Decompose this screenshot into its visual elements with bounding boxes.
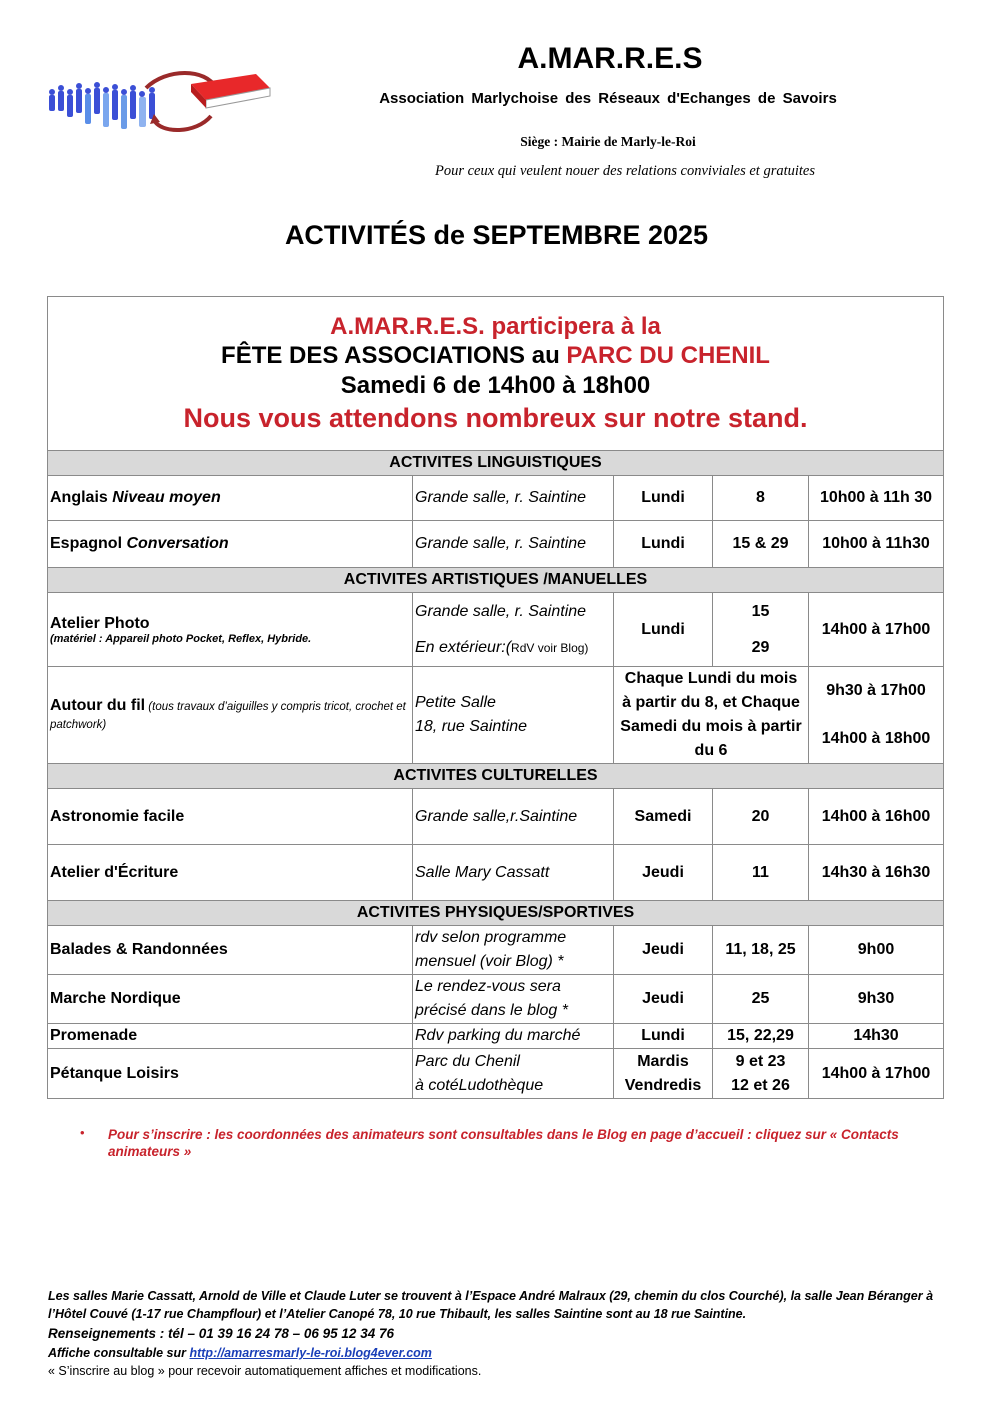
page-title: ACTIVITÉS de SEPTEMBRE 2025 <box>284 220 709 250</box>
activity-title: Autour du fil <box>50 697 146 714</box>
activity-name: Astronomie facile <box>48 789 413 845</box>
event-line-2-text: FÊTE DES ASSOCIATIONS au <box>221 342 567 369</box>
activity-time: 10h00 à 11h30 <box>809 521 944 568</box>
event-banner <box>48 297 944 451</box>
footer-renseignements: Renseignements : tél – 01 39 16 24 78 – 06 95 12 34 76 <box>48 1326 394 1341</box>
activity-place-1: Petite Salle <box>415 694 496 711</box>
activity-place-2 <box>415 636 611 660</box>
activity-day: Lundi <box>614 1024 713 1049</box>
activity-place: Salle Mary Cassatt <box>413 845 614 901</box>
association-logo <box>46 68 276 140</box>
activity-name <box>48 476 413 521</box>
activity-day-1: Mardis <box>637 1052 689 1070</box>
table-row <box>48 975 944 1024</box>
activity-date-1: 15 <box>751 602 770 620</box>
event-line-2 <box>50 341 941 371</box>
association-title: A.MAR.R.E.S <box>517 42 703 75</box>
activity-place-2: 18, rue Saintine <box>415 718 528 735</box>
event-location: PARC DU CHENIL <box>566 342 770 369</box>
footer-blog: « S’inscrire au blog » pour recevoir automatiquement affiches et modifications. <box>48 1364 482 1378</box>
category-linguistiques: ACTIVITES LINGUISTIQUES <box>48 451 944 476</box>
activity-time <box>809 667 944 764</box>
activity-time: 9h00 <box>809 926 944 975</box>
activity-time: 14h30 <box>809 1024 944 1049</box>
table-row <box>48 1049 944 1099</box>
activity-date <box>713 1049 809 1099</box>
event-line-1: A.MAR.R.E.S. participera à la <box>330 313 661 340</box>
activity-time: 14h00 à 17h00 <box>809 1049 944 1099</box>
activity-place-2: à cotéLudothèque <box>415 1076 544 1094</box>
table-row <box>48 476 944 521</box>
activities-table <box>47 296 944 1099</box>
category-physiques: ACTIVITES PHYSIQUES/SPORTIVES <box>48 901 944 926</box>
category-header <box>48 901 944 926</box>
activity-place-2-note: RdV voir Blog) <box>511 640 589 655</box>
activity-level: Niveau moyen <box>112 489 221 506</box>
activity-place-2: mensuel (voir Blog) * <box>415 953 564 970</box>
activity-place <box>413 1049 614 1099</box>
activity-name: Promenade <box>48 1024 413 1049</box>
table-row <box>48 1024 944 1049</box>
event-date: Samedi 6 de 14h00 à 18h00 <box>340 372 651 399</box>
activity-day: Jeudi <box>614 975 713 1024</box>
activity-date-2: 12 et 26 <box>731 1076 790 1094</box>
table-row <box>48 521 944 568</box>
table-row <box>48 789 944 845</box>
activity-place-1: rdv selon programme <box>415 929 567 946</box>
activity-date: 25 <box>713 975 809 1024</box>
activity-name: Atelier d'Écriture <box>48 845 413 901</box>
footer-affiche <box>48 1344 948 1362</box>
activity-place: Grande salle,r.Saintine <box>413 789 614 845</box>
activity-day: Lundi <box>614 593 713 667</box>
activity-day: Jeudi <box>614 926 713 975</box>
activity-title: Atelier Photo <box>50 614 150 632</box>
table-row <box>48 845 944 901</box>
table-row <box>48 667 944 764</box>
activity-place <box>413 593 614 667</box>
table-row <box>48 593 944 667</box>
association-siege: Siège : Mairie de Marly-le-Roi <box>520 134 696 149</box>
activity-date-1: 9 et 23 <box>735 1052 786 1070</box>
category-header <box>48 764 944 789</box>
activity-day: Samedi <box>614 789 713 845</box>
activity-date: 8 <box>713 476 809 521</box>
association-subtitle: Association Marlychoise des Réseaux d'Echanges de Savoirs <box>379 90 837 107</box>
footer-salles: Les salles Marie Cassatt, Arnold de Ville et Claude Luter se trouvent à l’Espace André Malraux (29, chemin du clos Courché), la salle Jean Béranger à l’Hôtel Couvé (1-17 rue Champflour) et l’Atelier Canopé 78, 10 rue Thibault, les salles Saintine sont au 18 rue Saintine. <box>48 1289 934 1321</box>
activity-time-2: 14h00 à 18h00 <box>821 730 931 747</box>
category-header <box>48 451 944 476</box>
association-slogan: Pour ceux qui veulent nouer des relations conviviales et gratuites <box>435 163 815 179</box>
activity-name: Pétanque Loisirs <box>48 1049 413 1099</box>
activity-date-2: 29 <box>751 638 770 656</box>
category-artistiques: ACTIVITES ARTISTIQUES /MANUELLES <box>48 568 944 593</box>
table-row <box>48 926 944 975</box>
category-header <box>48 568 944 593</box>
activity-place-1: Grande salle, r. Saintine <box>415 602 587 620</box>
event-invite: Nous vous attendons nombreux sur notre stand. <box>183 403 808 433</box>
activity-place-1: Parc du Chenil <box>415 1052 520 1070</box>
activity-note: (tous travaux d’aiguilles y compris tricot, crochet et patchwork) <box>50 701 406 731</box>
activity-name <box>48 521 413 568</box>
activity-place-1: Le rendez-vous sera <box>415 978 561 995</box>
activity-place <box>413 926 614 975</box>
activity-date <box>713 593 809 667</box>
activity-note: (matériel : Appareil photo Pocket, Reflex, Hybride. <box>50 632 312 645</box>
activity-date: 11 <box>713 845 809 901</box>
activity-day: Jeudi <box>614 845 713 901</box>
activity-title: Anglais <box>50 489 113 506</box>
activity-place <box>413 667 614 764</box>
activity-place-2: précisé dans le blog * <box>415 1002 568 1019</box>
activity-title: Espagnol <box>50 535 127 552</box>
activity-time: 14h30 à 16h30 <box>809 845 944 901</box>
category-culturelles: ACTIVITES CULTURELLES <box>48 764 944 789</box>
activity-day: Chaque Lundi du mois à partir du 8, et Chaque Samedi du mois à partir du 6 <box>614 667 809 764</box>
bullet-icon: • <box>80 1125 85 1140</box>
activity-level: Conversation <box>126 535 229 552</box>
activity-day: Lundi <box>614 521 713 568</box>
activity-place: Rdv parking du marché <box>413 1024 614 1049</box>
activity-date: 11, 18, 25 <box>713 926 809 975</box>
activity-day <box>614 1049 713 1099</box>
activity-day: Lundi <box>614 476 713 521</box>
activity-time-1: 9h30 à 17h00 <box>826 682 926 699</box>
activity-time: 14h00 à 16h00 <box>809 789 944 845</box>
activity-date: 20 <box>713 789 809 845</box>
activity-time: 14h00 à 17h00 <box>809 593 944 667</box>
activity-name <box>48 667 413 764</box>
activity-date: 15 & 29 <box>713 521 809 568</box>
activity-place-2-text: En extérieur:( <box>415 638 512 656</box>
activity-day-2: Vendredis <box>624 1076 702 1094</box>
blog-link[interactable]: http://amarresmarly-le-roi.blog4ever.com <box>189 1346 432 1360</box>
activity-place <box>413 975 614 1024</box>
registration-note: Pour s’inscrire : les coordonnées des animateurs sont consultables dans le Blog en page d’accueil : cliquez sur « Contacts animateurs » <box>108 1127 899 1159</box>
footer-affiche-label: Affiche consultable sur <box>48 1346 190 1360</box>
activity-name <box>48 593 413 667</box>
activity-time: 10h00 à 11h 30 <box>809 476 944 521</box>
activity-place: Grande salle, r. Saintine <box>413 521 614 568</box>
activity-name: Marche Nordique <box>48 975 413 1024</box>
activity-time: 9h30 <box>809 975 944 1024</box>
activity-date: 15, 22,29 <box>713 1024 809 1049</box>
activity-name: Balades & Randonnées <box>48 926 413 975</box>
activity-place: Grande salle, r. Saintine <box>413 476 614 521</box>
